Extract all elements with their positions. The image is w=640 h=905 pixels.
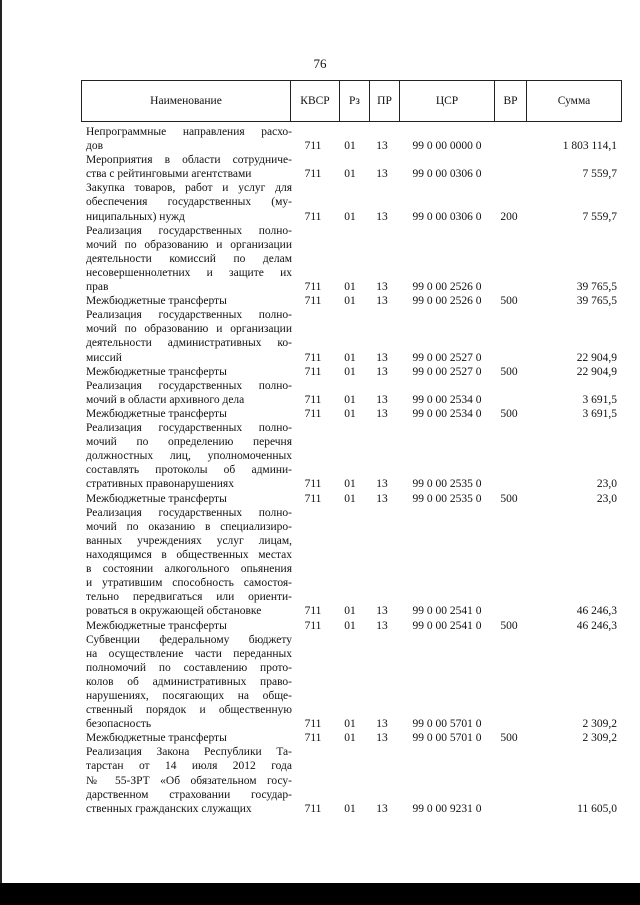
row-name-line: тарстан от 14 июля 2012 года <box>86 760 292 773</box>
cell-csr: 99 0 00 2535 0 <box>412 478 482 491</box>
cell-sum: 3 691,5 <box>582 408 617 420</box>
row-name-line: ниципальных) нужд <box>86 210 185 223</box>
cell-kvsr: 711 <box>304 365 322 378</box>
row-name-line: безопасность <box>86 718 152 731</box>
cell-sum: 2 309,2 <box>582 718 617 731</box>
row-name-line: дарственном страховании государ- <box>86 788 292 801</box>
cell-pr: 13 <box>376 802 388 815</box>
row-name-line: Реализация Закона Республики Та- <box>86 746 292 759</box>
cell-pr: 13 <box>376 605 388 618</box>
row-name <box>86 365 292 379</box>
cell-csr: 99 0 00 0000 0 <box>412 140 482 153</box>
cell-kvsr: 711 <box>304 351 322 364</box>
row-name-line: полномочий по составлению прото- <box>86 661 292 674</box>
row-name-line: дов <box>86 140 104 153</box>
cell-vr: 500 <box>500 365 518 378</box>
header-rz: Рз <box>340 81 370 122</box>
cell-pr: 13 <box>376 732 388 745</box>
row-name-line: на осуществление части переданных <box>86 647 292 660</box>
cell-kvsr: 711 <box>304 478 322 491</box>
cell-pr: 13 <box>376 408 388 420</box>
cell-rz: 01 <box>344 732 356 745</box>
row-name-line: должностных лиц, уполномоченных <box>86 450 292 463</box>
cell-csr: 99 0 00 2527 0 <box>412 351 482 364</box>
cell-csr: 99 0 00 2534 0 <box>412 393 482 406</box>
row-name-line: Реализация государственных полно- <box>86 506 292 519</box>
cell-pr: 13 <box>376 393 388 406</box>
row-name-line: и утратившим способность самостоя- <box>86 577 292 590</box>
row-name <box>86 421 292 491</box>
row-name-line: № 55-ЗРТ «Об обязательном госу- <box>86 774 292 787</box>
cell-pr: 13 <box>376 168 388 181</box>
row-name-line: Межбюджетные трансферты <box>86 295 227 308</box>
row-name <box>86 492 292 506</box>
cell-pr: 13 <box>376 365 388 378</box>
cell-sum: 23,0 <box>596 478 617 491</box>
row-name-line: Межбюджетные трансферты <box>86 732 227 745</box>
row-name-line: ственный порядок и общественную <box>86 704 292 717</box>
row-name <box>86 633 292 732</box>
cell-rz: 01 <box>344 718 356 731</box>
cell-sum: 1 803 114,1 <box>562 140 617 153</box>
cell-kvsr: 711 <box>304 718 322 731</box>
row-name-line: обеспечения государственных (му- <box>86 196 292 209</box>
row-name <box>86 153 292 181</box>
cell-rz: 01 <box>344 140 356 153</box>
cell-csr: 99 0 00 9231 0 <box>412 802 482 815</box>
cell-kvsr: 711 <box>304 732 322 745</box>
cell-rz: 01 <box>344 365 356 378</box>
row-name-line: Реализация государственных полно- <box>86 309 292 322</box>
cell-csr: 99 0 00 0306 0 <box>412 210 482 223</box>
cell-pr: 13 <box>376 295 388 308</box>
cell-sum: 3 691,5 <box>582 393 617 406</box>
cell-kvsr: 711 <box>304 210 322 223</box>
cell-vr: 200 <box>500 210 518 223</box>
cell-pr: 13 <box>376 210 388 223</box>
cell-csr: 99 0 00 0306 0 <box>412 168 482 181</box>
row-name-line: несовершеннолетних и защите их <box>86 266 292 279</box>
row-name-line: колов об административных право- <box>86 675 292 688</box>
cell-sum: 22 904,9 <box>576 365 617 378</box>
cell-kvsr: 711 <box>304 281 322 294</box>
cell-sum: 22 904,9 <box>576 351 617 364</box>
cell-sum: 7 559,7 <box>582 210 617 223</box>
cell-csr: 99 0 00 2526 0 <box>412 281 482 294</box>
row-name-line: мочий в области архивного дела <box>86 393 245 406</box>
row-name-line: Непрограммные направления расхо- <box>86 126 292 138</box>
row-name-line: миссий <box>86 351 122 364</box>
header-kvsr: КВСР <box>291 81 340 122</box>
row-name-line: составлять протоколы об админи- <box>86 464 292 477</box>
row-name <box>86 125 292 153</box>
cell-rz: 01 <box>344 351 356 364</box>
cell-csr: 99 0 00 2535 0 <box>412 492 482 505</box>
cell-pr: 13 <box>376 492 388 505</box>
cell-vr: 500 <box>500 408 518 420</box>
row-name-line: Реализация государственных полно- <box>86 224 292 237</box>
cell-sum: 46 246,3 <box>576 619 617 632</box>
header-csr: ЦСР <box>400 81 495 122</box>
row-name-line: Субвенции федеральному бюджету <box>86 633 292 646</box>
cell-rz: 01 <box>344 393 356 406</box>
header-pr: ПР <box>370 81 400 122</box>
cell-csr: 99 0 00 2527 0 <box>412 365 482 378</box>
row-name <box>86 619 292 633</box>
cell-vr: 500 <box>500 619 518 632</box>
cell-pr: 13 <box>376 351 388 364</box>
row-name <box>86 308 292 364</box>
cell-rz: 01 <box>344 802 356 815</box>
page-number: 76 <box>313 56 327 71</box>
cell-csr: 99 0 00 2541 0 <box>412 605 482 618</box>
cell-kvsr: 711 <box>304 295 322 308</box>
row-name-line: Реализация государственных полно- <box>86 422 292 435</box>
row-name-line: Реализация государственных полно- <box>86 379 292 392</box>
row-name <box>86 294 292 308</box>
row-name-line: Межбюджетные трансферты <box>86 492 227 505</box>
row-name-line: стративных правонарушениях <box>86 478 234 491</box>
cell-kvsr: 711 <box>304 168 322 181</box>
cell-rz: 01 <box>344 492 356 505</box>
cell-rz: 01 <box>344 281 356 294</box>
cell-sum: 7 559,7 <box>582 168 617 181</box>
row-name-line: прав <box>86 281 109 294</box>
cell-pr: 13 <box>376 478 388 491</box>
cell-csr: 99 0 00 5701 0 <box>412 718 482 731</box>
cell-kvsr: 711 <box>304 619 322 632</box>
cell-sum: 39 765,5 <box>576 281 617 294</box>
cell-vr: 500 <box>500 492 518 505</box>
cell-pr: 13 <box>376 281 388 294</box>
cell-sum: 2 309,2 <box>582 732 617 745</box>
cell-csr: 99 0 00 2534 0 <box>412 408 482 420</box>
row-name-line: Закупка товаров, работ и услуг для <box>86 182 292 195</box>
row-name <box>86 379 292 407</box>
row-name-line: ства с рейтинговыми агентствами <box>86 168 252 181</box>
row-name-line: ванных учреждениях услуг лицам, <box>86 534 292 547</box>
cell-pr: 13 <box>376 140 388 153</box>
row-name-line: Мероприятия в области сотрудниче- <box>86 154 292 167</box>
cell-rz: 01 <box>344 478 356 491</box>
cell-pr: 13 <box>376 718 388 731</box>
row-name-line: роваться в окружающей обстановке <box>86 605 262 618</box>
row-name-line: ственных гражданских служащих <box>86 802 252 815</box>
cell-vr: 500 <box>500 732 518 745</box>
cell-kvsr: 711 <box>304 802 322 815</box>
scan-bottom-edge <box>0 883 640 905</box>
cell-sum: 11 605,0 <box>577 802 617 815</box>
cell-kvsr: 711 <box>304 393 322 406</box>
cell-rz: 01 <box>344 295 356 308</box>
cell-rz: 01 <box>344 168 356 181</box>
cell-sum: 46 246,3 <box>576 605 617 618</box>
cell-kvsr: 711 <box>304 605 322 618</box>
cell-rz: 01 <box>344 605 356 618</box>
cell-vr: 500 <box>500 295 518 308</box>
row-name-line: мочий по образованию и организации <box>86 238 292 251</box>
row-name <box>86 224 292 294</box>
row-name <box>86 407 292 421</box>
row-name-line: тельно передвигаться или ориенти- <box>86 591 292 604</box>
row-name-line: деятельности комиссий по делам <box>86 252 292 265</box>
header-sum: Сумма <box>527 81 622 122</box>
row-name-line: в состоянии алкогольного опьянения <box>86 563 292 576</box>
header-vr: ВР <box>495 81 527 122</box>
header-name: Наименование <box>82 81 291 122</box>
row-name-line: нарушениях, посягающих на обще- <box>86 689 292 702</box>
cell-kvsr: 711 <box>304 408 322 420</box>
row-name-line: мочий по оказанию в специализиро- <box>86 520 292 533</box>
row-name-line: Межбюджетные трансферты <box>86 619 227 632</box>
row-name <box>86 731 292 745</box>
row-name-line: Межбюджетные трансферты <box>86 365 227 378</box>
row-name <box>86 506 292 619</box>
cell-rz: 01 <box>344 408 356 420</box>
cell-rz: 01 <box>344 619 356 632</box>
row-name-line: мочий по определению перечня <box>86 436 292 449</box>
row-name-line: Межбюджетные трансферты <box>86 408 227 420</box>
row-name <box>86 745 292 815</box>
cell-csr: 99 0 00 5701 0 <box>412 732 482 745</box>
cell-csr: 99 0 00 2541 0 <box>412 619 482 632</box>
cell-sum: 23,0 <box>596 492 617 505</box>
cell-sum: 39 765,5 <box>576 295 617 308</box>
row-name-line: находящимся в общественных местах <box>86 548 292 561</box>
cell-kvsr: 711 <box>304 140 322 153</box>
cell-csr: 99 0 00 2526 0 <box>412 295 482 308</box>
row-name-line: мочий по образованию и организации <box>86 323 292 336</box>
cell-rz: 01 <box>344 210 356 223</box>
row-name <box>86 181 292 223</box>
row-name-line: деятельности административных ко- <box>86 337 292 350</box>
cell-pr: 13 <box>376 619 388 632</box>
cell-kvsr: 711 <box>304 492 322 505</box>
